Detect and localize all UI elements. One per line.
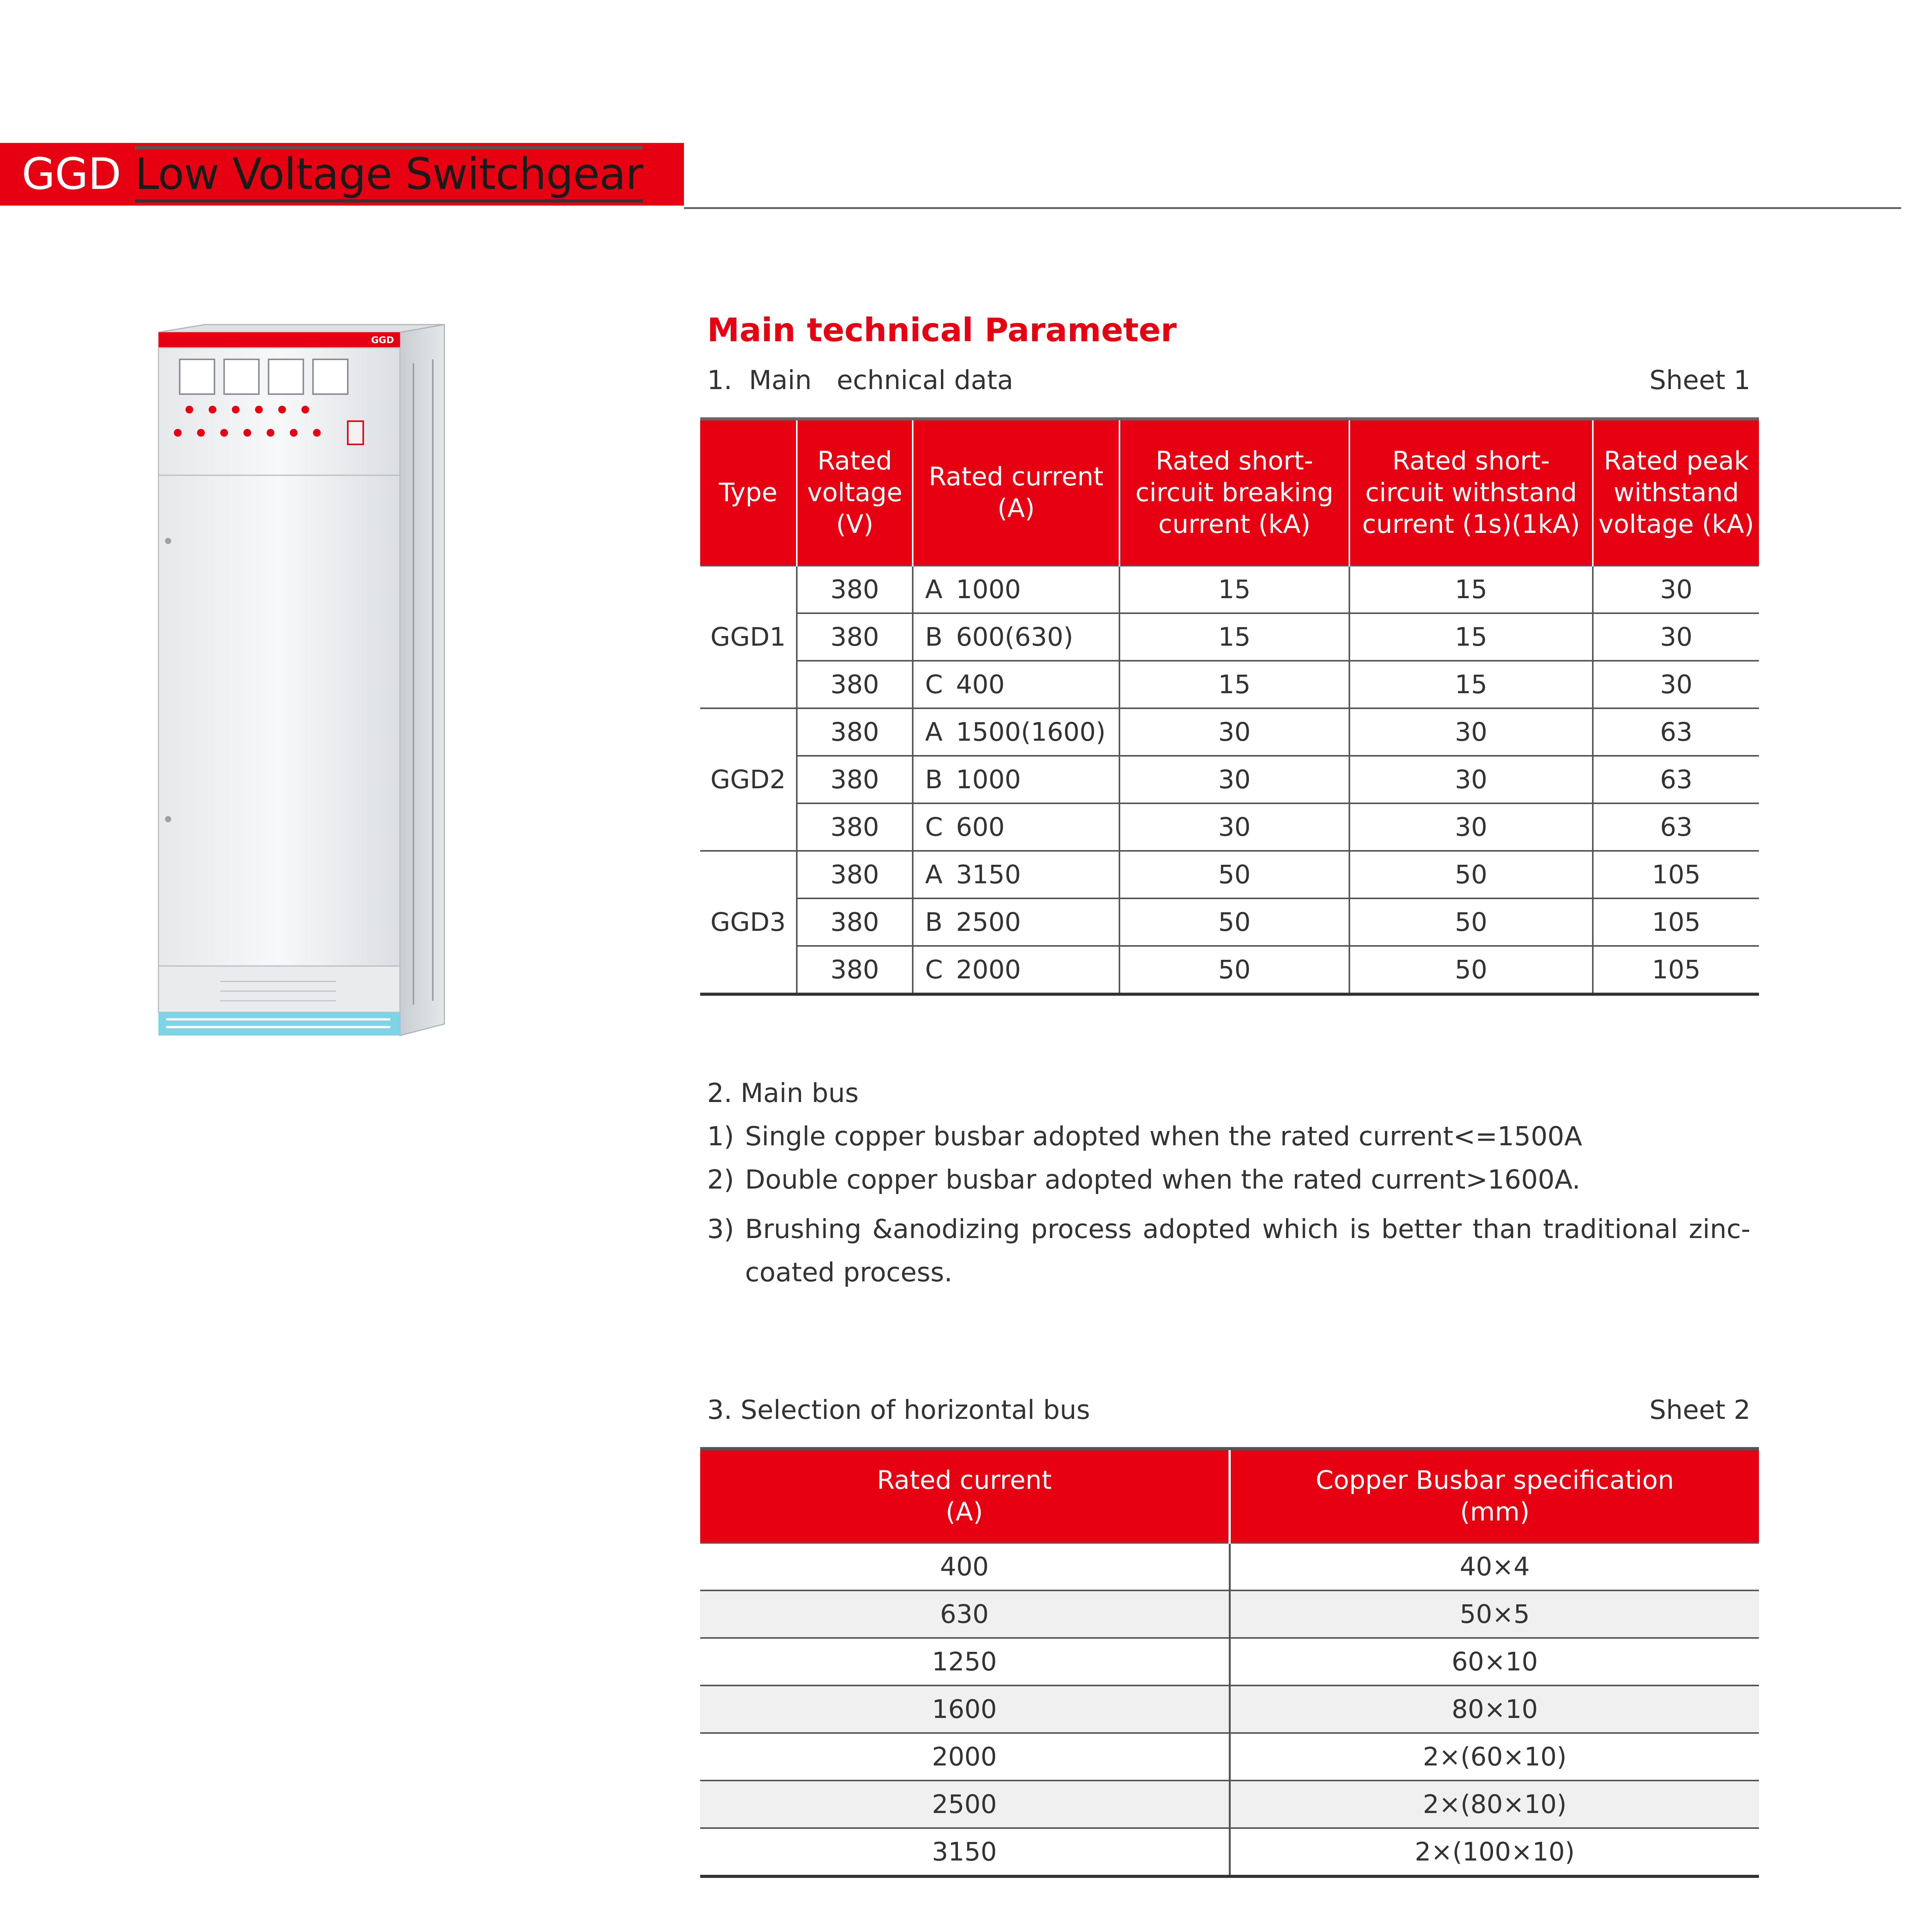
- breaking-cell: 50: [1119, 851, 1349, 898]
- sheet2-caption: 3. Selection of horizontal bus: [707, 1395, 1090, 1425]
- voltage-cell: 380: [797, 613, 913, 661]
- phase-label: A: [925, 860, 943, 889]
- phase-label: A: [925, 717, 943, 747]
- withstand-cell: 30: [1349, 803, 1593, 851]
- current-cell: [913, 566, 1119, 613]
- withstand-cell: 50: [1349, 851, 1593, 898]
- table-row: [700, 613, 1759, 661]
- table-row: [700, 661, 1759, 708]
- col-header-voltage: Rated voltage (V): [797, 419, 913, 566]
- title-text: Low Voltage Switchgear: [135, 146, 643, 202]
- sheet2-caption-row: [707, 1395, 1750, 1425]
- header-line: (mm): [1460, 1497, 1530, 1527]
- cell-right: 60×10: [1230, 1638, 1759, 1685]
- sheet1-label: Sheet 1: [1649, 365, 1750, 396]
- sheet2-label: Sheet 2: [1649, 1395, 1750, 1425]
- section-heading: Main technical Parameter: [707, 311, 1177, 349]
- table-row: [700, 566, 1759, 613]
- table-row: [700, 1543, 1759, 1590]
- table-row: [700, 1828, 1759, 1876]
- withstand-cell: 50: [1349, 946, 1593, 994]
- list-item: [707, 1121, 1750, 1152]
- breaking-cell: 30: [1119, 803, 1349, 851]
- current-value: 1000: [956, 765, 1021, 794]
- phase-label: B: [925, 622, 943, 652]
- phase-label: A: [925, 575, 943, 604]
- withstand-cell: 50: [1349, 898, 1593, 946]
- breaking-cell: 50: [1119, 898, 1349, 946]
- type-cell: GGD1: [700, 566, 797, 708]
- current-cell: [913, 803, 1119, 851]
- voltage-cell: 380: [797, 898, 913, 946]
- col-header-busbar-spec: [1230, 1449, 1759, 1543]
- current-value: 2000: [956, 955, 1021, 985]
- current-value: 1000: [956, 575, 1021, 604]
- current-cell: [913, 613, 1119, 661]
- current-cell: [913, 661, 1119, 708]
- cabinet-label: GGD: [371, 335, 394, 345]
- cell-left: 2000: [700, 1733, 1230, 1781]
- table-row: [700, 1733, 1759, 1781]
- current-value: 600(630): [956, 622, 1073, 652]
- main-bus-section: [707, 1078, 1750, 1294]
- cell-left: 400: [700, 1543, 1230, 1590]
- header-line: Rated current: [877, 1465, 1052, 1495]
- withstand-cell: 30: [1349, 756, 1593, 803]
- voltage-cell: 380: [797, 946, 913, 994]
- sheet1-caption: 1. Main echnical data: [707, 365, 1014, 396]
- current-value: 400: [956, 670, 1005, 699]
- cell-right: 2×(100×10): [1230, 1828, 1759, 1876]
- list-num: 1): [707, 1121, 734, 1152]
- current-cell: [913, 756, 1119, 803]
- peak-cell: 105: [1593, 946, 1759, 994]
- col-header-rated-current: [700, 1449, 1230, 1543]
- switchgear-cabinet-image: [151, 317, 452, 1043]
- horizontal-bus-table: [700, 1447, 1759, 1878]
- peak-cell: 30: [1593, 566, 1759, 613]
- current-value: 600: [956, 812, 1005, 842]
- table-row: [700, 1590, 1759, 1638]
- breaking-cell: 30: [1119, 756, 1349, 803]
- title-band: [0, 143, 684, 206]
- cell-right: 2×(60×10): [1230, 1733, 1759, 1781]
- cell-right: 2×(80×10): [1230, 1781, 1759, 1828]
- main-technical-data-table: [700, 417, 1759, 996]
- table-row: [700, 1781, 1759, 1828]
- voltage-cell: 380: [797, 803, 913, 851]
- table-header-row: [700, 1449, 1759, 1543]
- current-value: 2500: [956, 907, 1021, 937]
- voltage-cell: 380: [797, 661, 913, 708]
- peak-cell: 63: [1593, 803, 1759, 851]
- withstand-cell: 30: [1349, 708, 1593, 756]
- phase-label: B: [925, 907, 943, 937]
- title-rule: [684, 207, 1901, 209]
- table-row: [700, 756, 1759, 803]
- peak-cell: 105: [1593, 898, 1759, 946]
- cell-left: 630: [700, 1590, 1230, 1638]
- voltage-cell: 380: [797, 708, 913, 756]
- type-cell: GGD3: [700, 851, 797, 994]
- title-code: GGD: [22, 149, 121, 199]
- table-row: [700, 708, 1759, 756]
- breaking-cell: 50: [1119, 946, 1349, 994]
- breaking-cell: 30: [1119, 708, 1349, 756]
- peak-cell: 63: [1593, 708, 1759, 756]
- main-bus-caption: 2. Main bus: [707, 1078, 859, 1109]
- withstand-cell: 15: [1349, 661, 1593, 708]
- table-row: [700, 946, 1759, 994]
- peak-cell: 30: [1593, 613, 1759, 661]
- withstand-cell: 15: [1349, 566, 1593, 613]
- voltage-cell: 380: [797, 756, 913, 803]
- current-cell: [913, 946, 1119, 994]
- col-header-peak: Rated peak withstand voltage (kA): [1593, 419, 1759, 566]
- current-cell: [913, 898, 1119, 946]
- cell-right: 80×10: [1230, 1685, 1759, 1733]
- header-line: (A): [946, 1497, 983, 1527]
- table-row: [700, 898, 1759, 946]
- peak-cell: 30: [1593, 661, 1759, 708]
- current-value: 1500(1600): [956, 717, 1106, 747]
- withstand-cell: 15: [1349, 613, 1593, 661]
- list-num: 2): [707, 1165, 734, 1195]
- phase-label: B: [925, 765, 943, 794]
- phase-label: C: [925, 812, 943, 842]
- list-text: Double copper busbar adopted when the rated current>1600A.: [745, 1165, 1580, 1195]
- cell-left: 2500: [700, 1781, 1230, 1828]
- table-row: [700, 803, 1759, 851]
- sheet1-caption-row: [707, 365, 1750, 396]
- list-item: [707, 1165, 1750, 1196]
- phase-label: C: [925, 955, 943, 985]
- current-cell: [913, 708, 1119, 756]
- voltage-cell: 380: [797, 851, 913, 898]
- cell-left: 3150: [700, 1828, 1230, 1876]
- current-cell: [913, 851, 1119, 898]
- table-header-row: [700, 419, 1759, 566]
- phase-label: C: [925, 670, 943, 699]
- peak-cell: 105: [1593, 851, 1759, 898]
- table-row: [700, 851, 1759, 898]
- list-item: [707, 1208, 1750, 1294]
- table-row: [700, 1638, 1759, 1685]
- breaking-cell: 15: [1119, 566, 1349, 613]
- list-text: Single copper busbar adopted when the rated current<=1500A: [745, 1121, 1582, 1152]
- breaking-cell: 15: [1119, 661, 1349, 708]
- table-row: [700, 1685, 1759, 1733]
- col-header-withstand: Rated short-circuit withstand current (1s)(1kA): [1349, 419, 1593, 566]
- list-num: 3): [707, 1214, 734, 1245]
- type-cell: GGD2: [700, 708, 797, 851]
- cell-right: 40×4: [1230, 1543, 1759, 1590]
- cell-left: 1600: [700, 1685, 1230, 1733]
- voltage-cell: 380: [797, 566, 913, 613]
- col-header-current: Rated current (A): [913, 419, 1119, 566]
- list-text: Brushing &anodizing process adopted which is better than traditional zinc-coated process.: [745, 1214, 1750, 1288]
- cell-right: 50×5: [1230, 1590, 1759, 1638]
- breaking-cell: 15: [1119, 613, 1349, 661]
- col-header-breaking: Rated short-circuit breaking current (kA): [1119, 419, 1349, 566]
- header-line: Copper Busbar specification: [1315, 1465, 1674, 1495]
- cell-left: 1250: [700, 1638, 1230, 1685]
- peak-cell: 63: [1593, 756, 1759, 803]
- current-value: 3150: [956, 860, 1021, 889]
- col-header-type: Type: [700, 419, 797, 566]
